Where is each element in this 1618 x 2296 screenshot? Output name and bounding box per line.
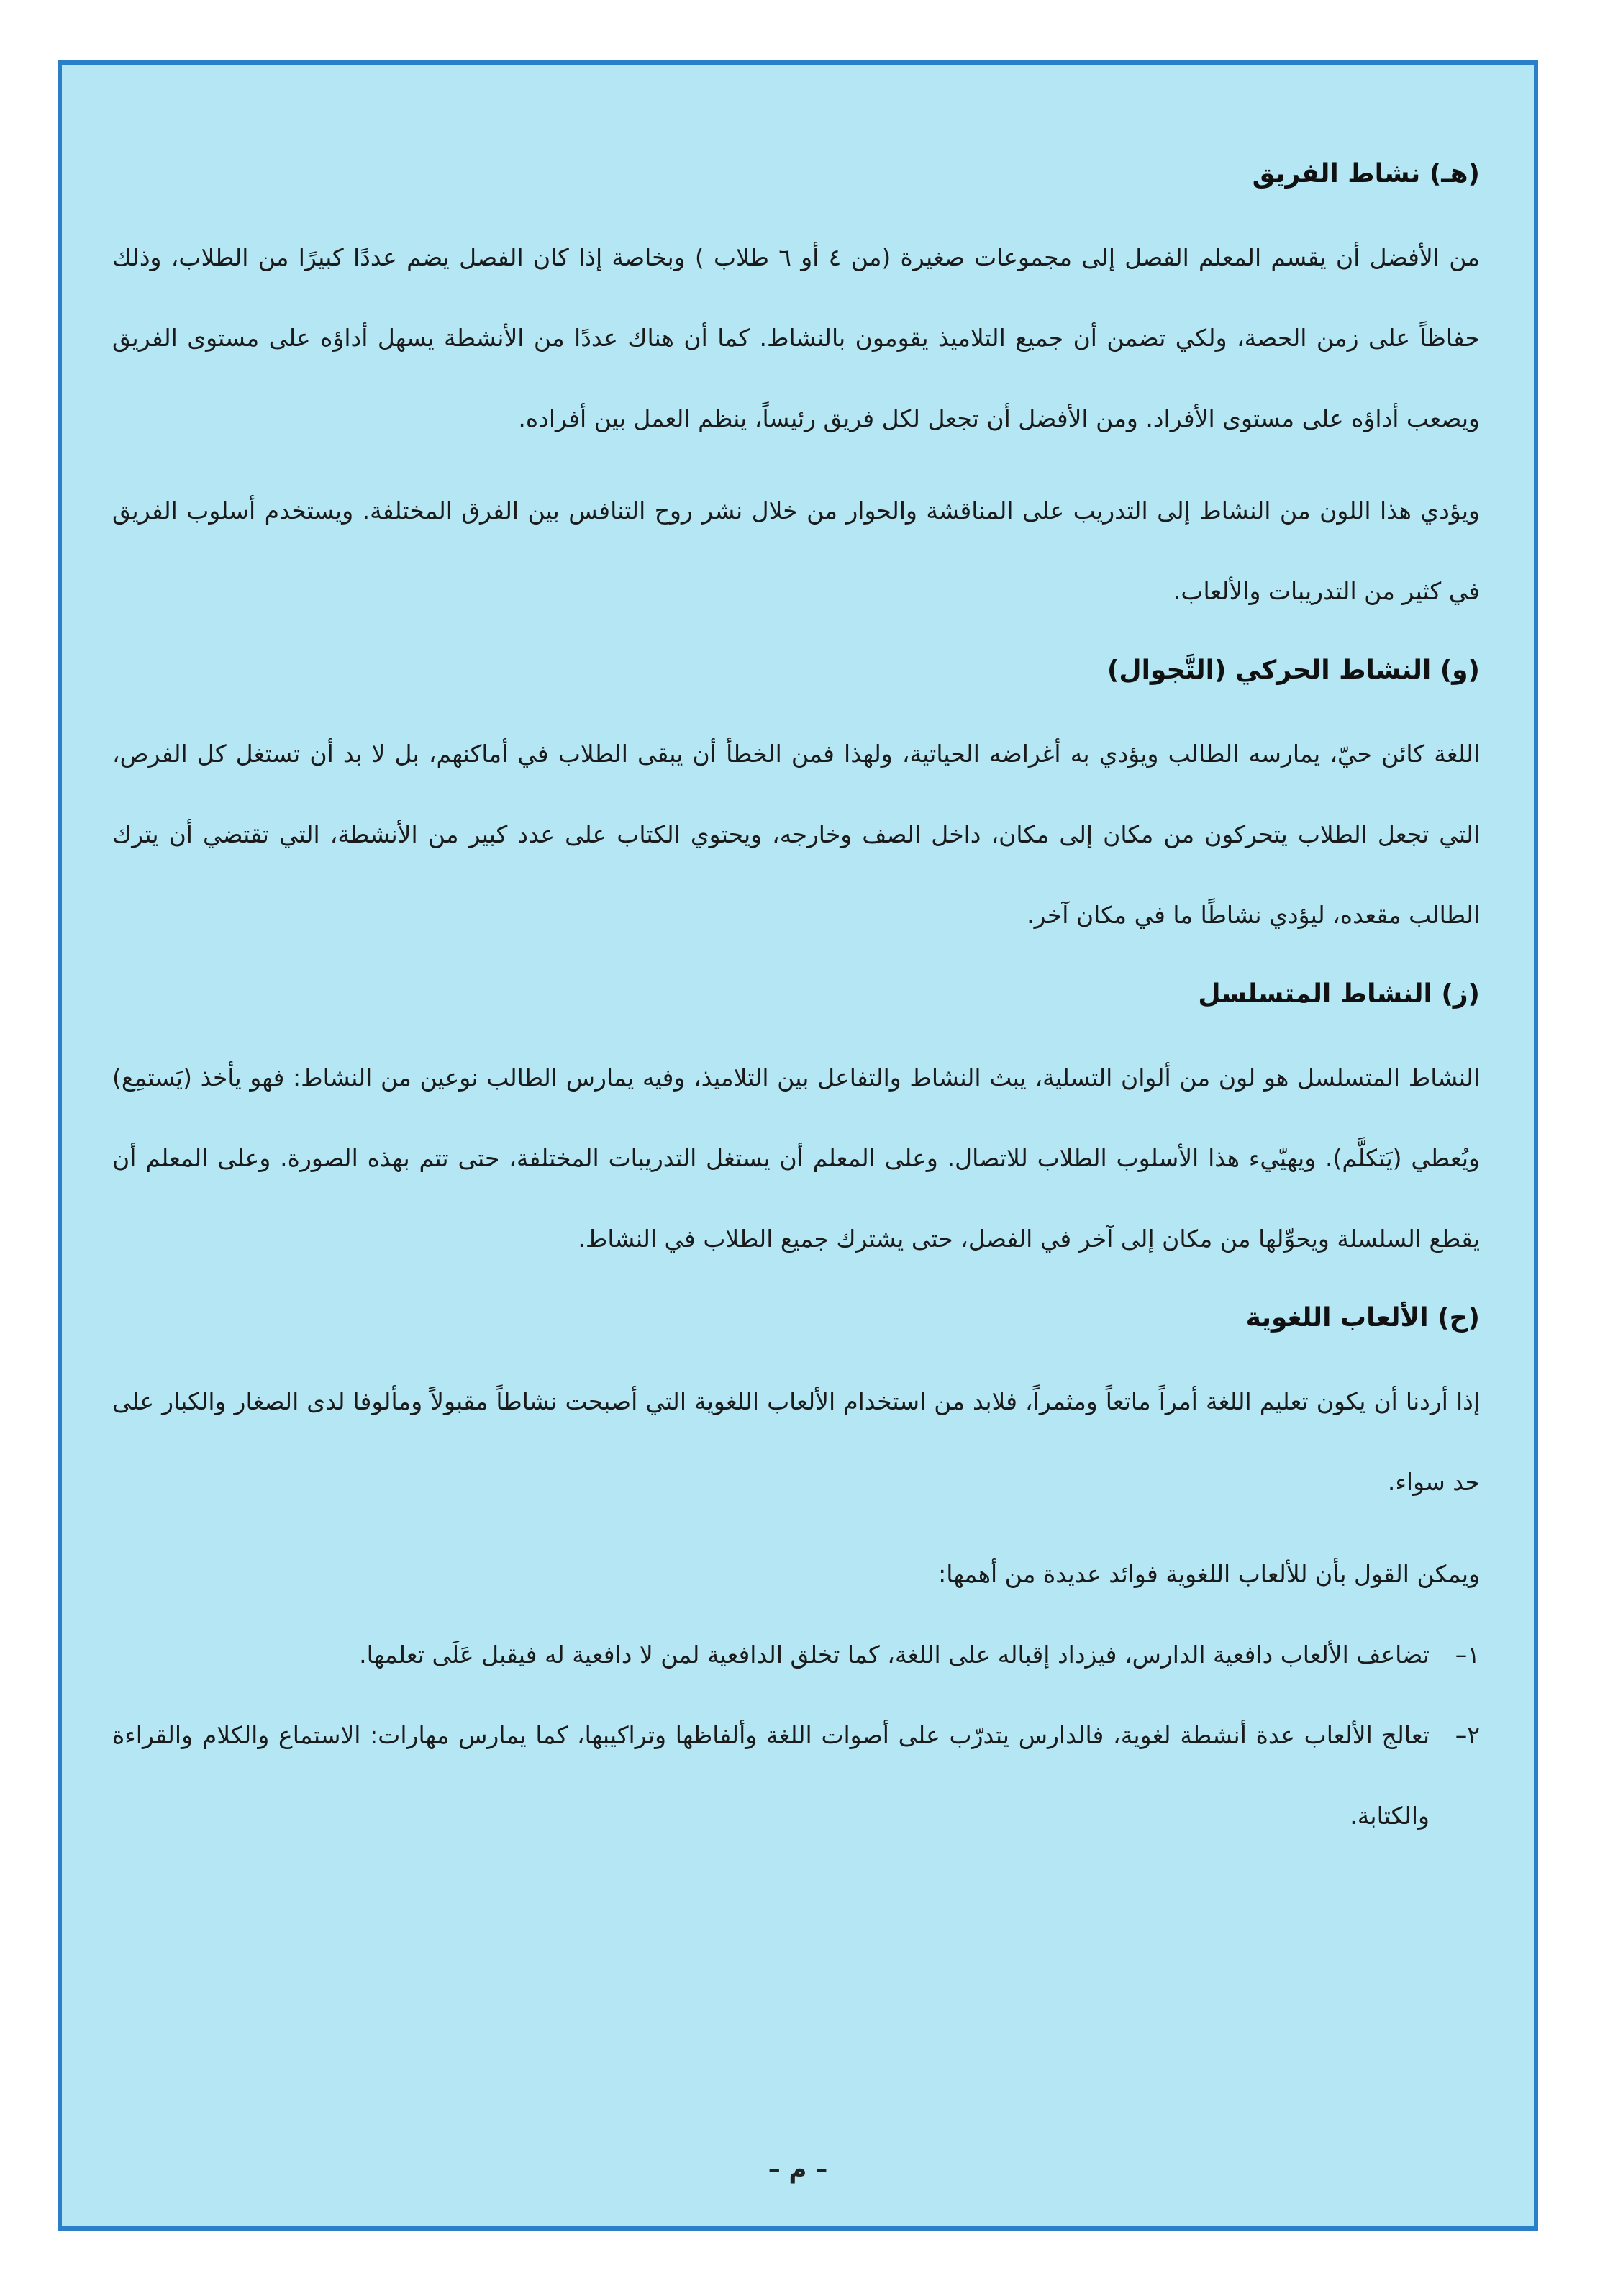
section-title-language-games: (ح) الألعاب اللغوية <box>1245 1303 1480 1333</box>
section-title-team-activity: (هـ) نشاط الفريق <box>1252 159 1480 189</box>
paragraph: ويمكن القول بأن للألعاب اللغوية فوائد عديدة من أهمها: <box>938 1560 1480 1588</box>
list-text: تضاعف الألعاب دافعية الدارس، فيزداد إقباله على اللغة، كما تخلق الدافعية لمن لا دافعية له فيقبل عَلَى تعلمها. <box>359 1641 1430 1669</box>
page-frame <box>58 60 1538 2231</box>
paragraph: ويؤدي هذا اللون من النشاط إلى التدريب على المناقشة والحوار من خلال نشر روح التنافس بين الفرق المختلفة. ويستخدم أسلوب الفريق في كثير من التدريبات والألعاب. <box>112 496 1480 605</box>
section-title-chain-activity: (ز) النشاط المتسلسل <box>1198 979 1480 1009</box>
paragraph: اللغة كائن حيّ، يمارسه الطالب ويؤدي به أغراضه الحياتية، ولهذا فمن الخطأ أن يبقى الطلاب في أماكنهم، بل لا بد أن تستغل كل الفرص، التي تجعل الطلاب يتحركون من مكان إلى مكان، داخل الصف وخارجه، ويحتوي الكتاب على عدد كبير من الأنشطة، التي تقتضي أن يترك الطالب مقعده، ليؤدي نشاطًا ما في مكان آخر. <box>112 740 1480 929</box>
paragraph: من الأفضل أن يقسم المعلم الفصل إلى مجموعات صغيرة (من ٤ أو ٦ طلاب ) وبخاصة إذا كان الفصل يضم عددًا كبيرًا من الطلاب، وذلك حفاظاً على زمن الحصة، ولكي تضمن أن جميع التلاميذ يقومون بالنشاط. كما أن هناك عددًا من الأنشطة يسهل أداؤه على مستوى الفريق ويصعب أداؤه على مستوى الأفراد. ومن الأفضل أن تجعل لكل فريق رئيساً، ينظم العمل بين أفراده. <box>112 243 1480 432</box>
list-text: تعالج الألعاب عدة أنشطة لغوية، فالدارس يتدرّب على أصوات اللغة وألفاظها وتراكيبها، كما يمارس مهارات: الاستماع والكلام والقراءة والكتابة. <box>112 1721 1430 1830</box>
page-number: – م – <box>768 2155 828 2184</box>
page-content <box>112 151 1480 1856</box>
list-item <box>112 1695 1480 1856</box>
paragraph: إذا أردنا أن يكون تعليم اللغة أمراً ماتعاً ومثمراً، فلابد من استخدام الألعاب اللغوية التي أصبحت نشاطاً مقبولاً ومألوفا لدى الصغار والكبار على حد سواء. <box>112 1387 1480 1496</box>
list-number: ٢– <box>1455 1721 1480 1749</box>
list-item <box>112 1615 1480 1695</box>
paragraph: النشاط المتسلسل هو لون من ألوان التسلية، يبث النشاط والتفاعل بين التلاميذ، وفيه يمارس الطالب نوعين من النشاط: فهو يأخذ (يَستمِع) ويُعطي (يَتكلَّم). ويهيّيء هذا الأسلوب الطلاب للاتصال. وعلى المعلم أن يستغل التدريبات المختلفة، حتى تتم بهذه الصورة. وعلى المعلم أن يقطع السلسلة ويحوِّلها من مكان إلى آخر في الفصل، حتى يشترك جميع الطلاب في النشاط. <box>112 1063 1480 1253</box>
list-number: ١– <box>1455 1641 1480 1669</box>
section-title-movement-activity: (و) النشاط الحركي (التَّجوال) <box>1106 655 1480 685</box>
